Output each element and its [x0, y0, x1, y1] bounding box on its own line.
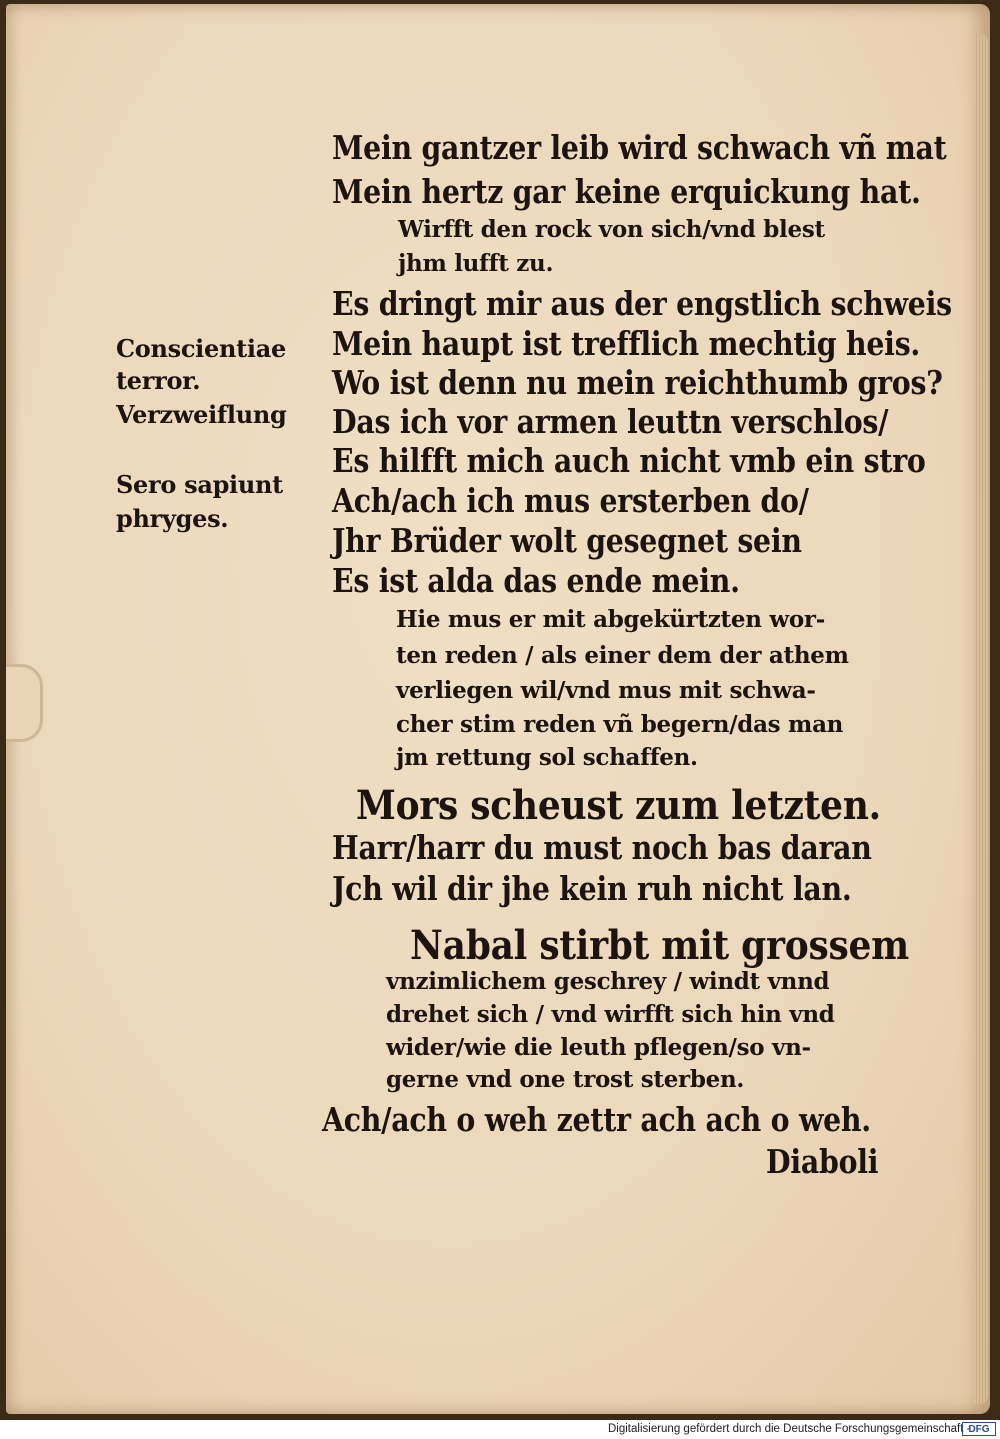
- verse-line: Es dringt mir aus der engstlich schweis: [332, 284, 952, 323]
- marginal-note: Sero sapiunt: [116, 470, 283, 499]
- stage-direction-line: gerne vnd one trost sterben.: [386, 1066, 745, 1093]
- stage-direction-line: Wirfft den rock von sich/vnd blest: [398, 216, 825, 243]
- verse-line: Wo ist denn nu mein reichthumb gros?: [332, 363, 943, 402]
- book-page: [6, 4, 990, 1414]
- verse-line: Ach/ach o weh zettr ach ach o weh.: [322, 1100, 871, 1139]
- marginal-note: phryges.: [116, 504, 229, 533]
- stage-direction-line: Hie mus er mit abgekürtzten wor-: [396, 606, 825, 633]
- page-edge: [974, 34, 988, 1404]
- section-heading: Nabal stirbt mit grossem: [410, 922, 909, 969]
- verse-line: Ach/ach ich mus ersterben do/: [332, 481, 809, 520]
- catchword: Diaboli: [766, 1142, 879, 1181]
- page-clip: [6, 664, 43, 742]
- stage-direction-line: verliegen wil/vnd mus mit schwa-: [396, 677, 816, 704]
- verse-line: Mein haupt ist trefflich mechtig heis.: [332, 324, 921, 363]
- stage-direction-line: drehet sich / vnd wirfft sich hin vnd: [386, 1001, 835, 1028]
- footer-credit: Digitalisierung gefördert durch die Deutsche Forschungsgemeinschaft -: [608, 1423, 971, 1435]
- marginal-note: Verzweiflung: [116, 400, 287, 429]
- verse-line: Es hilfft mich auch nicht vmb ein stro: [332, 441, 926, 480]
- stage-direction-line: ten reden / als einer dem der athem: [396, 642, 849, 669]
- dfg-logo: DFG: [962, 1422, 996, 1436]
- stage-direction-line: jhm lufft zu.: [398, 250, 554, 277]
- marginal-note: terror.: [116, 366, 201, 395]
- verse-line: Jhr Brüder wolt gesegnet sein: [332, 521, 802, 560]
- verse-line: Mein gantzer leib wird schwach vñ mat: [332, 128, 947, 167]
- verse-line: Es ist alda das ende mein.: [332, 561, 740, 600]
- verse-line: Harr/harr du must noch bas daran: [332, 828, 872, 867]
- speaker-heading: Mors scheust zum letzten.: [356, 782, 881, 829]
- stage-direction-line: cher stim reden vñ begern/das man: [396, 711, 844, 738]
- stage-direction-line: wider/wie die leuth pflegen/so vn-: [386, 1034, 811, 1061]
- marginal-note: Conscientiae: [116, 334, 286, 363]
- stage-direction-line: vnzimlichem geschrey / windt vnnd: [386, 968, 830, 995]
- verse-line: Das ich vor armen leuttn verschlos/: [332, 402, 889, 441]
- verse-line: Mein hertz gar keine erquickung hat.: [332, 172, 921, 211]
- verse-line: Jch wil dir jhe kein ruh nicht lan.: [332, 869, 852, 908]
- stage-direction-line: jm rettung sol schaffen.: [396, 744, 698, 771]
